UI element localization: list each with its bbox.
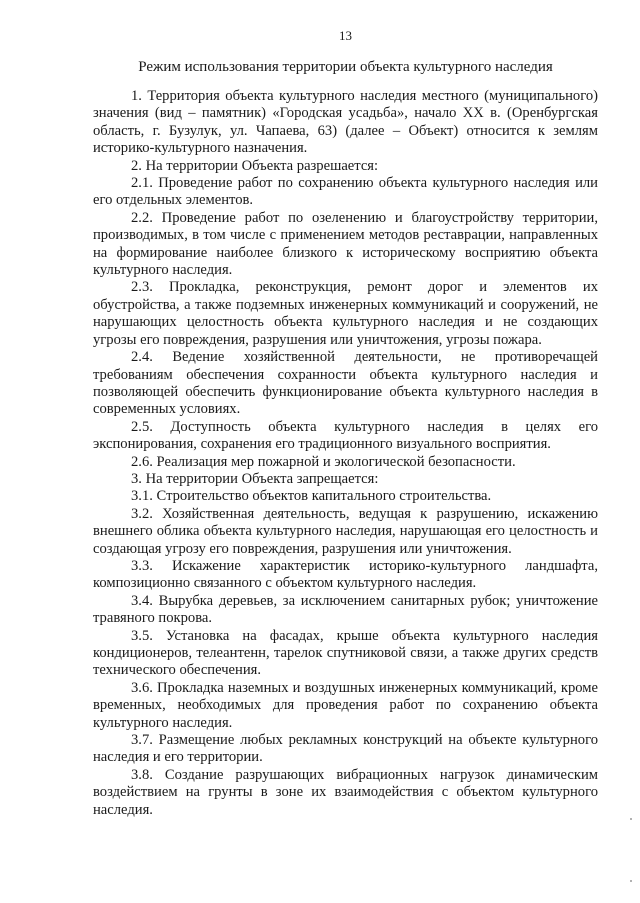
scan-speck bbox=[630, 880, 632, 882]
paragraph-2-2: 2.2. Проведение работ по озеленению и благоустройству территории, производимых, в том числе с применением методов реставрации, направленных на формирование наиболее близкого к историческому восприятию объекта культурного наследия. bbox=[93, 209, 598, 279]
paragraph-3-3: 3.3. Искажение характеристик историко-культурного ландшафта, композиционно связанного с объектом культурного наследия. bbox=[93, 557, 598, 592]
paragraph-3-6: 3.6. Прокладка наземных и воздушных инженерных коммуникаций, кроме временных, необходимых для проведения работ по сохранению объекта культурного наследия. bbox=[93, 679, 598, 731]
paragraph-3-2: 3.2. Хозяйственная деятельность, ведущая к разрушению, искажению внешнего облика объекта культурного наследия, нарушающая его целостность и создающая угрозу его повреждения, разрушения или уничтожения. bbox=[93, 505, 598, 557]
paragraph-2-1: 2.1. Проведение работ по сохранению объекта культурного наследия или его отдельных элементов. bbox=[93, 175, 598, 209]
paragraph-2-6: 2.6. Реализация мер пожарной и экологической безопасности. bbox=[131, 453, 516, 470]
scan-speck bbox=[630, 818, 632, 820]
paragraph-2-5: 2.5. Доступность объекта культурного наследия в целях его экспонирования, сохранения его традиционного визуального восприятия. bbox=[93, 418, 598, 453]
paragraph-3-4: 3.4. Вырубка деревьев, за исключением санитарных рубок; уничтожение травяного покрова. bbox=[93, 592, 598, 627]
paragraph-2: 2. На территории Объекта разрешается: bbox=[131, 157, 379, 174]
paragraph-3-7: 3.7. Размещение любых рекламных конструкций на объекте культурного наследия и его территории. bbox=[93, 732, 598, 766]
document-body bbox=[93, 88, 598, 819]
page-number: 13 bbox=[339, 28, 352, 43]
paragraph-2-4: 2.4. Ведение хозяйственной деятельности, не противоречащей требованиям обеспечения сохранности объекта культурного наследия и позволяющей обеспечить функционирование объекта культурного наследия в современных условиях. bbox=[93, 349, 598, 418]
paragraph-3: 3. На территории Объекта запрещается: bbox=[131, 470, 379, 487]
document-title: Режим использования территории объекта культурного наследия bbox=[138, 59, 553, 75]
paragraph-3-1: 3.1. Строительство объектов капитального строительства. bbox=[131, 488, 492, 505]
paragraph-3-5: 3.5. Установка на фасадах, крыше объекта культурного наследия кондиционеров, телеантенн, тарелок спутниковой связи, а также других средств технического обеспечения. bbox=[93, 627, 598, 679]
paragraph-1: 1. Территория объекта культурного наследия местного (муниципального) значения (вид – памятник) «Городская усадьба», начало XX в. (Оренбургская область, г. Бузулук, ул. Чапаева, 63) (далее – Объект) относится к землям историко-культурного назначения. bbox=[93, 88, 598, 157]
paragraph-2-3: 2.3. Прокладка, реконструкция, ремонт дорог и элементов их обустройства, а также подземных инженерных коммуникаций и сооружений, не нарушающих целостность объекта культурного наследия и не создающих угрозы его повреждения, разрушения или уничтожения, угрозы пожара. bbox=[93, 279, 598, 348]
paragraph-3-8: 3.8. Создание разрушающих вибрационных нагрузок динамическим воздействием на грунты в зоне их взаимодействия с объектом культурного наследия. bbox=[93, 766, 598, 818]
